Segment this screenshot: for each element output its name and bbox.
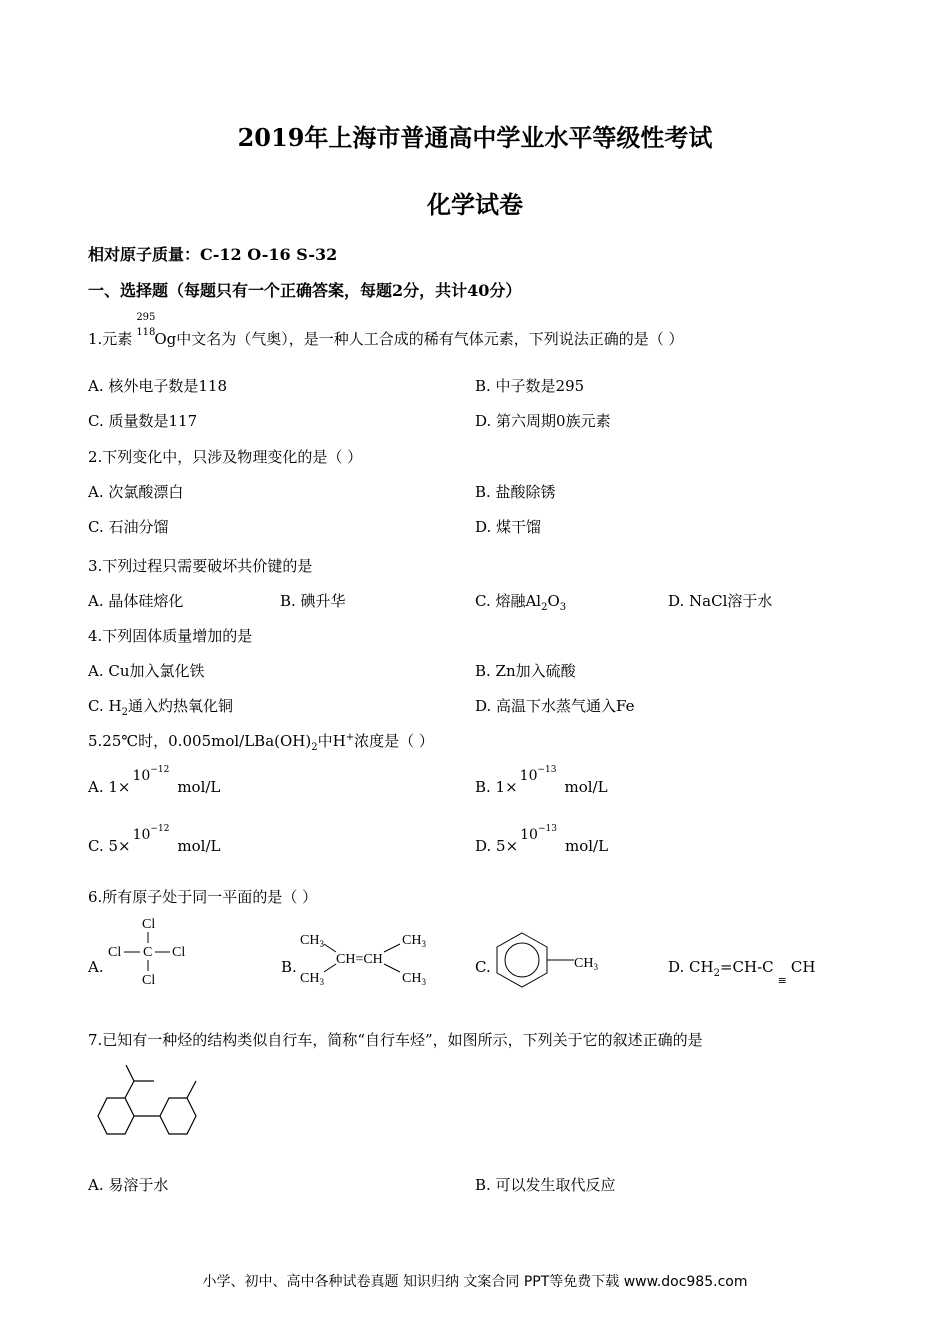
q2-option-d[interactable]: D. 煤干馏 [475, 518, 542, 536]
q5-b-unit: mol/L [564, 778, 608, 796]
q5-a-exp: −12 [150, 765, 170, 776]
right-ring [160, 1098, 196, 1134]
q5-stem-pre: 5.25℃时，0.005mol/LBa(OH) [88, 732, 312, 750]
q5-stem-mid: 中H [317, 732, 346, 750]
q1-option-b[interactable]: B. 中子数是295 [475, 377, 585, 395]
question-1 [88, 312, 684, 349]
q1-option-c[interactable]: C. 质量数是117 [88, 412, 198, 430]
q5-d-power [520, 824, 557, 843]
triple-bond-icon: ≡ [777, 974, 787, 987]
aromatic-circle [505, 943, 539, 977]
question-2: 2.下列变化中，只涉及物理变化的是（ ） [88, 448, 363, 466]
q5-stem-post: 浓度是（ ） [354, 732, 434, 750]
page-footer: 小学、初中、高中各种试卷真题 知识归纳 文案合同 PPT等免费下载 www.doc985.com [202, 1274, 748, 1290]
bicycle-hydrocarbon-structure [86, 1060, 216, 1148]
butene-structure [296, 926, 436, 988]
q3-option-c[interactable] [475, 590, 566, 613]
bond-br [384, 964, 400, 972]
cl-left: Cl [108, 945, 122, 960]
atomic-number: 118 [136, 327, 156, 338]
q6-option-d[interactable] [668, 958, 816, 987]
q6-d-sub: 2 [713, 968, 720, 979]
q5-d-exp: −13 [537, 824, 557, 835]
isopropyl-stem [125, 1081, 134, 1098]
q5-d-coef: D. 5× [475, 837, 519, 855]
q5-c-exp: −12 [150, 824, 170, 835]
ch3-top-right: $CH_3$ [402, 933, 426, 949]
element-symbol: Og [154, 330, 177, 348]
question-7: 7.已知有一种烃的结构类似自行车，简称“自行车烃”，如图所示，下列关于它的叙述正确的是 [88, 1031, 703, 1049]
q3-c-oxygen: O [547, 592, 560, 610]
page-title: 2019年上海市普通高中学业水平等级性考试 [237, 123, 713, 152]
q7-option-a[interactable]: A. 易溶于水 [88, 1176, 169, 1194]
q1-stem-post: 中文名为（气奥），是一种人工合成的稀有气体元素，下列说法正确的是（ ） [176, 330, 684, 348]
q5-option-a[interactable] [88, 765, 221, 796]
ch3-bottom-left: $CH_3$ [300, 971, 324, 987]
q5-option-c[interactable] [88, 824, 221, 855]
page-subtitle: 化学试卷 [427, 190, 523, 219]
q3-c-sub1: 2 [541, 602, 548, 613]
isopropyl-branch-1 [126, 1065, 134, 1081]
q5-stem-sup: + [345, 732, 355, 743]
q5-a-ten: 10 [132, 768, 151, 784]
toluene-structure [492, 930, 608, 988]
q7-option-b[interactable]: B. 可以发生取代反应 [475, 1176, 616, 1194]
ch-double-bond: CH=CH [336, 952, 383, 967]
left-ring [98, 1098, 134, 1134]
cl-top: Cl [142, 917, 156, 932]
q4-option-a[interactable]: A. Cu加入氯化铁 [88, 662, 205, 680]
q4-c-text: C. H [88, 697, 122, 715]
q5-c-coef: C. 5× [88, 837, 131, 855]
q2-option-a[interactable]: A. 次氯酸漂白 [88, 483, 184, 501]
q5-b-exp: −13 [537, 765, 557, 776]
q6-d-mid: =CH-C [719, 958, 774, 976]
q4-option-b[interactable]: B. Zn加入硫酸 [475, 662, 576, 680]
q5-option-b[interactable] [475, 765, 608, 796]
q5-a-coef: A. 1× [88, 778, 131, 796]
q2-option-c[interactable]: C. 石油分馏 [88, 518, 169, 536]
bond-bl [324, 964, 336, 972]
q5-c-power [132, 824, 170, 843]
q6-option-b-label[interactable]: B. [281, 958, 297, 976]
q5-stem-sub: 2 [311, 742, 318, 753]
q1-stem-pre: 1.元素 [88, 330, 133, 348]
q5-c-unit: mol/L [177, 837, 221, 855]
q4-c-sub: 2 [121, 707, 128, 718]
q1-option-a[interactable]: A. 核外电子数是118 [88, 377, 227, 395]
q5-a-unit: mol/L [177, 778, 221, 796]
q5-b-coef: B. 1× [475, 778, 518, 796]
atomic-masses: 相对原子质量：C-12 O-16 S-32 [88, 245, 338, 264]
q3-c-sub2: 3 [559, 602, 567, 613]
cl-bottom: Cl [142, 973, 156, 988]
q3-option-a[interactable]: A. 晶体硅熔化 [88, 592, 184, 610]
bond-tl [324, 944, 336, 952]
q6-d-ch: D. CH [668, 958, 714, 976]
ch3-top-left: $CH_3$ [300, 933, 324, 949]
question-5 [88, 730, 434, 753]
q2-option-b[interactable]: B. 盐酸除锈 [475, 483, 556, 501]
q6-d-ch-end: CH [790, 958, 816, 976]
q3-option-d[interactable]: D. NaCl溶于水 [668, 592, 773, 610]
mass-number: 295 [136, 312, 156, 323]
nuclide-notation [132, 312, 156, 344]
q6-option-c-label[interactable]: C. [475, 958, 491, 976]
q5-c-ten: 10 [132, 827, 151, 843]
q3-c-text: C. 熔融Al [475, 592, 542, 610]
q1-option-d[interactable]: D. 第六周期0族元素 [475, 412, 611, 430]
question-4: 4.下列固体质量增加的是 [88, 627, 253, 645]
section-heading: 一、选择题（每题只有一个正确答案，每题2分，共计40分） [88, 281, 522, 300]
q5-d-ten: 10 [520, 827, 538, 843]
question-3: 3.下列过程只需要破坏共价键的是 [88, 557, 313, 575]
cl-right: Cl [172, 945, 186, 960]
q5-b-ten: 10 [519, 768, 538, 784]
q4-option-c[interactable] [88, 695, 233, 718]
q5-a-power [132, 765, 170, 784]
methyl-substituent [187, 1081, 196, 1098]
q3-option-b[interactable]: B. 碘升华 [280, 592, 346, 610]
q6-option-a-label[interactable]: A. [88, 958, 104, 976]
ch3-bottom-right: $CH_3$ [402, 971, 426, 987]
q4-c-post: 通入灼热氧化铜 [127, 697, 233, 715]
q5-b-power [519, 765, 557, 784]
c-center: C [143, 945, 153, 960]
q5-option-d[interactable] [475, 824, 609, 855]
methyl-label: $CH_3$ [574, 956, 598, 972]
q5-d-unit: mol/L [564, 837, 609, 855]
ccl4-structure [104, 912, 196, 992]
question-6: 6.所有原子处于同一平面的是（ ） [88, 888, 318, 906]
bond-tr [384, 944, 400, 952]
q4-option-d[interactable]: D. 高温下水蒸气通入Fe [475, 697, 635, 715]
